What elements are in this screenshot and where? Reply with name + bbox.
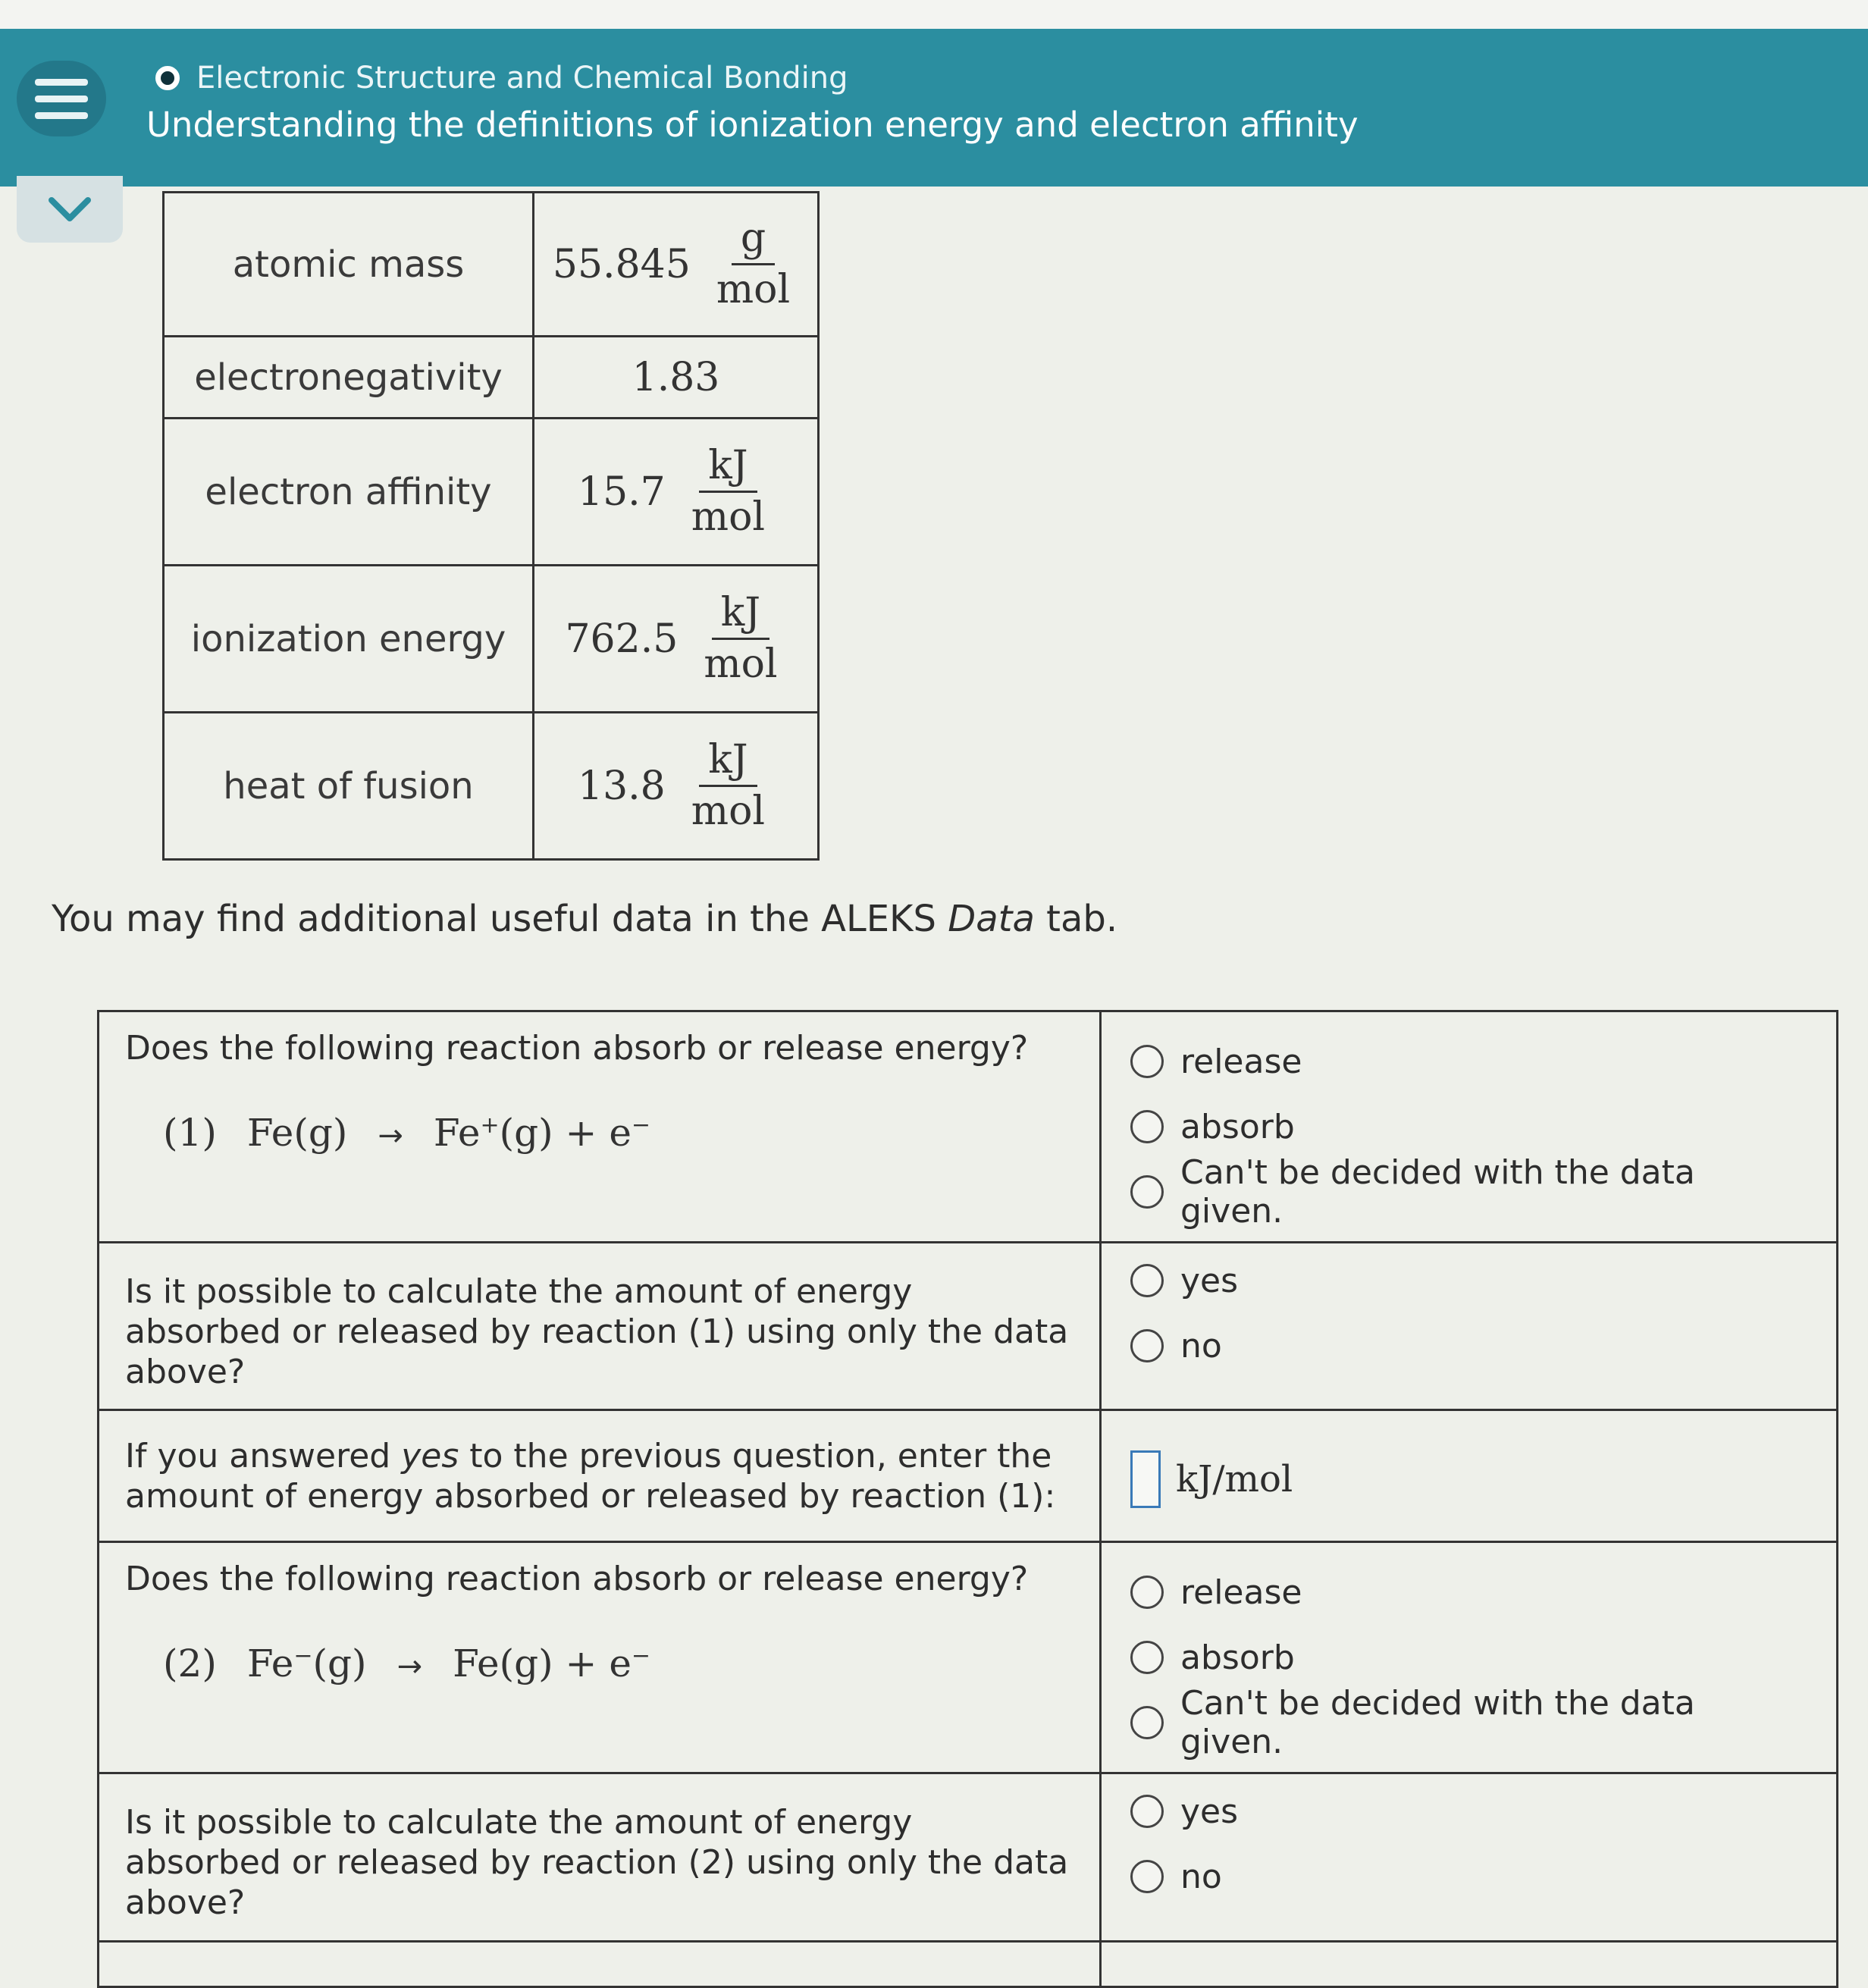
radio-button[interactable] bbox=[1130, 1706, 1164, 1739]
reactant bbox=[247, 1641, 367, 1686]
property-value bbox=[534, 419, 819, 566]
answer-cell bbox=[1101, 1011, 1838, 1243]
unit-fraction bbox=[694, 591, 786, 686]
radio-button[interactable] bbox=[1130, 1576, 1164, 1609]
radio-button[interactable] bbox=[1130, 1860, 1164, 1893]
radio-option[interactable] bbox=[1130, 1094, 1807, 1159]
unit-denominator: mol bbox=[716, 267, 791, 312]
reactant: Fe(g) bbox=[246, 1110, 348, 1155]
product-species: Fe bbox=[433, 1110, 481, 1155]
radio-button[interactable] bbox=[1130, 1045, 1164, 1078]
radio-button[interactable] bbox=[1130, 1264, 1164, 1297]
question-cell bbox=[99, 1011, 1101, 1243]
electron-charge: − bbox=[631, 1112, 651, 1139]
question-text: Is it possible to calculate the amount of energy absorbed or released by reaction (1) using only the data above? bbox=[125, 1272, 1069, 1391]
answer-cell bbox=[1101, 1542, 1838, 1773]
value-number: 762.5 bbox=[565, 616, 679, 662]
question-cell bbox=[99, 1243, 1101, 1410]
radio-button[interactable] bbox=[1130, 1329, 1164, 1362]
property-label: electron affinity bbox=[164, 419, 534, 566]
property-value bbox=[534, 713, 819, 860]
table-row bbox=[164, 713, 819, 860]
value-number: 55.845 bbox=[552, 241, 691, 287]
question-text: Does the following reaction absorb or release energy? bbox=[125, 1029, 1029, 1068]
arrow-icon: → bbox=[378, 1118, 403, 1153]
unit-numerator: g bbox=[732, 217, 775, 265]
energy-input[interactable] bbox=[1130, 1450, 1161, 1508]
radio-option[interactable] bbox=[1130, 1684, 1807, 1762]
products bbox=[453, 1641, 650, 1686]
option-label: release bbox=[1180, 1573, 1302, 1612]
question-text-start: If you answered bbox=[125, 1437, 402, 1476]
questions-table bbox=[97, 1010, 1838, 1988]
property-label: heat of fusion bbox=[164, 713, 534, 860]
option-label: release bbox=[1180, 1042, 1302, 1081]
unit-numerator: kJ bbox=[712, 591, 769, 640]
electron-charge: − bbox=[631, 1642, 651, 1670]
unit-numerator: kJ bbox=[699, 738, 757, 787]
radio-option[interactable] bbox=[1130, 1779, 1807, 1844]
unit-denominator: mol bbox=[704, 641, 778, 687]
option-label: yes bbox=[1180, 1261, 1239, 1300]
question-row bbox=[99, 1243, 1838, 1410]
table-row bbox=[164, 566, 819, 713]
unit-fraction bbox=[682, 444, 774, 539]
page-title: Understanding the definitions of ionization energy and electron affinity bbox=[146, 105, 1359, 145]
question-text-end: to the previous question, enter the amount of energy absorbed or released by reaction (1): bbox=[125, 1437, 1056, 1516]
chevron-down-icon bbox=[47, 196, 92, 223]
option-label: no bbox=[1180, 1857, 1222, 1896]
property-label: atomic mass bbox=[164, 193, 534, 337]
table-row bbox=[164, 193, 819, 337]
property-label: ionization energy bbox=[164, 566, 534, 713]
note-text: You may find additional useful data in the ALEKS bbox=[52, 898, 948, 940]
radio-option[interactable] bbox=[1130, 1560, 1807, 1625]
data-tab-link: Data bbox=[948, 898, 1035, 940]
radio-option[interactable] bbox=[1130, 1153, 1807, 1231]
question-cell bbox=[99, 1773, 1101, 1941]
unit-numerator: kJ bbox=[699, 444, 757, 493]
topic-progress-icon bbox=[155, 66, 180, 90]
radio-button[interactable] bbox=[1130, 1641, 1164, 1674]
option-label: Can't be decided with the data given. bbox=[1180, 1153, 1695, 1231]
question-text-italic: yes bbox=[401, 1437, 459, 1476]
option-label: absorb bbox=[1180, 1638, 1295, 1677]
question-text bbox=[125, 1437, 1073, 1517]
option-label: no bbox=[1180, 1326, 1222, 1366]
product-text: Fe(g) + e bbox=[453, 1642, 632, 1686]
charge: + bbox=[480, 1112, 500, 1139]
unit-fraction bbox=[707, 217, 799, 312]
header-bar bbox=[0, 29, 1868, 187]
answer-cell bbox=[1101, 1243, 1838, 1410]
radio-button[interactable] bbox=[1130, 1795, 1164, 1828]
question-row bbox=[99, 1410, 1838, 1542]
unit-fraction bbox=[682, 738, 774, 833]
top-strip bbox=[0, 0, 1868, 29]
data-tab-note bbox=[52, 898, 1117, 940]
answer-cell bbox=[1101, 1773, 1838, 1941]
radio-option[interactable] bbox=[1130, 1248, 1807, 1313]
menu-icon[interactable] bbox=[17, 61, 106, 136]
collapse-button[interactable] bbox=[17, 176, 123, 243]
radio-option[interactable] bbox=[1130, 1625, 1807, 1690]
answer-cell bbox=[1101, 1410, 1838, 1542]
topic-row bbox=[155, 52, 848, 105]
question-text: Does the following reaction absorb or release energy? bbox=[125, 1560, 1029, 1599]
radio-option[interactable] bbox=[1130, 1844, 1807, 1909]
reaction-number: (2) bbox=[163, 1642, 217, 1686]
reaction-number: (1) bbox=[163, 1110, 217, 1155]
arrow-icon: → bbox=[396, 1649, 423, 1685]
option-label: Can't be decided with the data given. bbox=[1180, 1684, 1695, 1762]
value-number: 13.8 bbox=[577, 763, 666, 809]
question-row bbox=[99, 1011, 1838, 1243]
reaction-equation bbox=[163, 1110, 1073, 1155]
table-row bbox=[164, 337, 819, 419]
property-label: electronegativity bbox=[164, 337, 534, 419]
product-state: (g) + e bbox=[499, 1110, 632, 1155]
radio-button[interactable] bbox=[1130, 1110, 1164, 1143]
topic-label: Electronic Structure and Chemical Bonding bbox=[196, 61, 848, 96]
property-value bbox=[534, 193, 819, 337]
option-label: yes bbox=[1180, 1792, 1239, 1831]
reaction-equation bbox=[163, 1641, 1073, 1686]
products bbox=[434, 1110, 650, 1155]
answer-cell bbox=[1101, 1941, 1838, 1986]
reactant-state: (g) bbox=[312, 1642, 367, 1686]
question-row bbox=[99, 1542, 1838, 1773]
reactant-species: Fe bbox=[246, 1642, 294, 1686]
radio-option[interactable] bbox=[1130, 1029, 1807, 1094]
unit-label: kJ/mol bbox=[1176, 1458, 1293, 1501]
question-cell bbox=[99, 1542, 1101, 1773]
unit-denominator: mol bbox=[691, 494, 766, 540]
element-data-table bbox=[162, 191, 820, 861]
radio-option[interactable] bbox=[1130, 1313, 1807, 1378]
question-cell bbox=[99, 1410, 1101, 1542]
table-row bbox=[164, 419, 819, 566]
question-cell bbox=[99, 1941, 1101, 1986]
property-value: 1.83 bbox=[534, 337, 819, 419]
unit-denominator: mol bbox=[691, 789, 766, 834]
question-row bbox=[99, 1941, 1838, 1986]
note-text-end: tab. bbox=[1034, 898, 1118, 940]
energy-answer bbox=[1130, 1450, 1807, 1508]
question-text: Is it possible to calculate the amount of energy absorbed or released by reaction (2) using only the data above? bbox=[125, 1803, 1069, 1922]
property-value bbox=[534, 566, 819, 713]
charge: − bbox=[293, 1642, 313, 1670]
option-label: absorb bbox=[1180, 1107, 1295, 1146]
radio-button[interactable] bbox=[1130, 1175, 1164, 1209]
question-row bbox=[99, 1773, 1838, 1941]
value-number: 15.7 bbox=[577, 469, 666, 515]
